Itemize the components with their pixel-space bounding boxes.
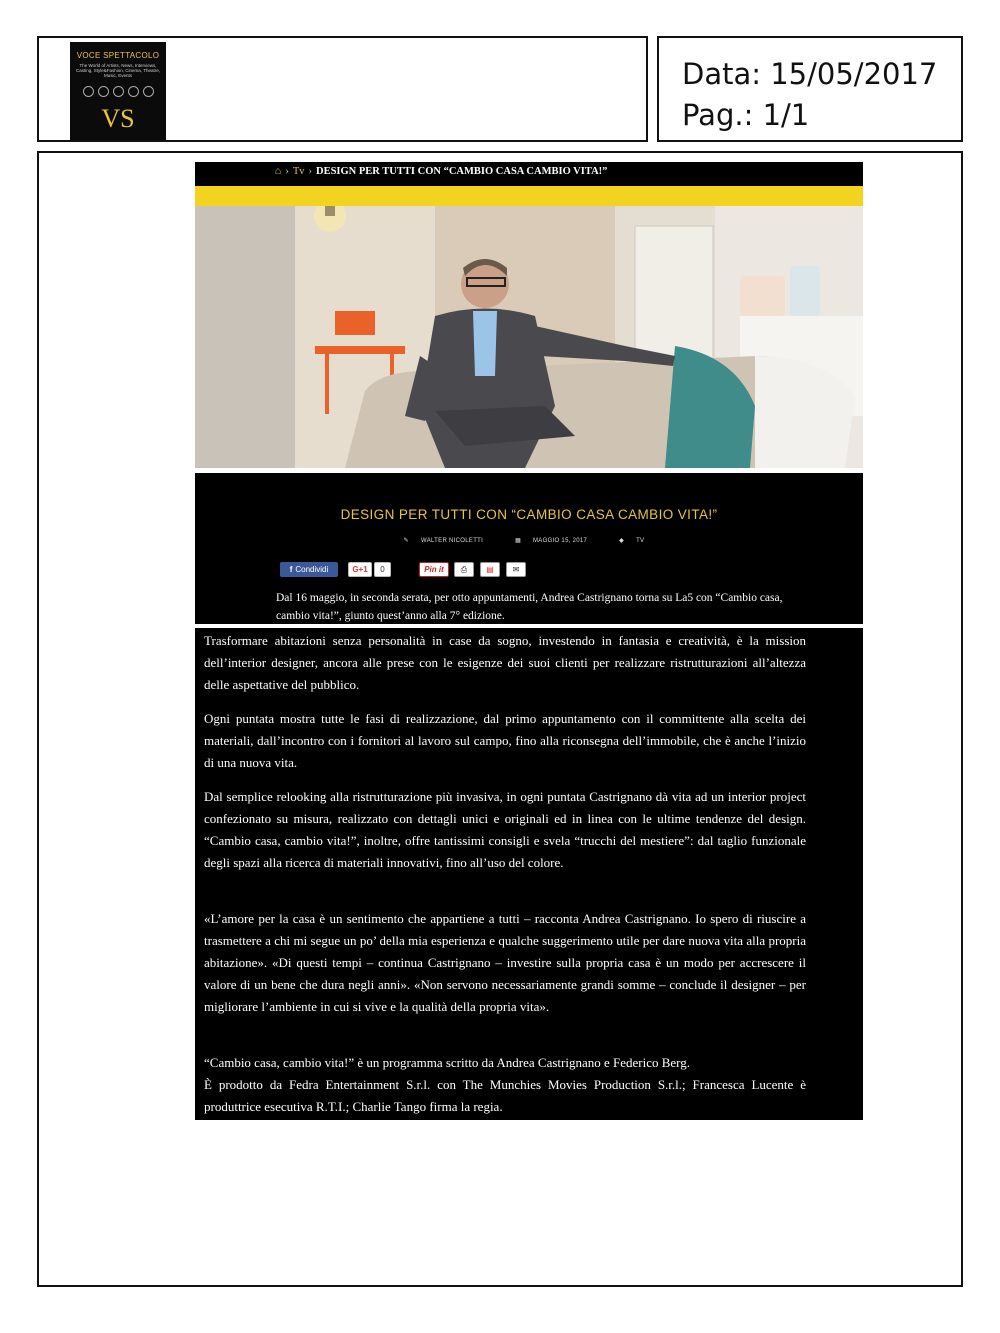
facebook-icon: f — [289, 565, 293, 574]
date-box — [657, 36, 963, 142]
paragraph: Trasformare abitazioni senza personalità in case da sogno, investendo in fantasia e creatività, è la mission dell’interior designer, ancora alle prese con le esigenze dei suoi clienti per realizzare ristrutturazioni all’altezza delle aspettative del pubblico. — [204, 633, 806, 692]
breadcrumb-section[interactable]: Tv — [292, 166, 305, 177]
article-header — [195, 473, 863, 624]
byline — [195, 537, 863, 544]
category[interactable]: ◆ TV — [619, 538, 645, 544]
pdf-icon[interactable]: ▤ — [480, 562, 500, 577]
paragraph: «L’amore per la casa è un sentimento che appartiene a tutti – racconta Andrea Castrignano. Io spero di riuscire a trasmettere a chi mi segue un po’ della mia esperienza e qualche suggerimento utile per dare nuova vita alla propria abitazione». «Di questi tempi – continua Castrignano – investire sulla propria casa è un modo per accrescere il valore di un bene che dura negli anni». «Non servono necessariamente grandi somme – conclude il designer – per migliorare l’ambiente in cui si vive e la qualità della propria vita». — [204, 911, 806, 1014]
linkedin-icon[interactable] — [143, 86, 154, 97]
accent-stripe — [195, 186, 863, 206]
gplus-button[interactable]: G+1 — [348, 562, 372, 577]
hero-photo — [195, 206, 863, 468]
home-icon[interactable]: ⌂ — [275, 166, 282, 177]
print-icon[interactable]: ⎙ — [454, 562, 474, 577]
interior-photo-illustration — [195, 206, 863, 468]
logo-tagline: The World of Artists, News, Interviews, Casting, Style&Fashion, Cinema, Theatre, Music, Events — [76, 63, 160, 78]
date: ▦ MAGGIO 15, 2017 — [515, 538, 588, 544]
gplus-count: 0 — [374, 562, 391, 577]
email-icon[interactable]: ✉ — [506, 562, 526, 577]
facebook-icon[interactable] — [83, 86, 94, 97]
twitter-icon[interactable] — [98, 86, 109, 97]
social-icons — [70, 86, 166, 97]
breadcrumb: ⌂ › Tv › DESIGN PER TUTTI CON “CAMBIO CASA CAMBIO VITA!” — [275, 166, 608, 177]
article-headline: DESIGN PER TUTTI CON “CAMBIO CASA CAMBIO VITA!” — [340, 507, 718, 522]
instagram-icon[interactable] — [113, 86, 124, 97]
pinterest-button[interactable]: Pin it — [419, 562, 449, 577]
paragraph: Ogni puntata mostra tutte le fasi di realizzazione, dal primo appuntamento con il committente alla scelta dei materiali, dall’incontro con i fornitori al lavoro sul campo, fino alla riconsegna dell’immobile, che è anche l’inizio di una nuova vita. — [204, 711, 806, 770]
logo-box — [37, 36, 648, 142]
youtube-icon[interactable] — [128, 86, 139, 97]
breadcrumb-current: DESIGN PER TUTTI CON “CAMBIO CASA CAMBIO VITA!” — [315, 166, 608, 177]
page-number: Pag.: 1/1 — [682, 98, 810, 132]
article-lead: Dal 16 maggio, in seconda serata, per otto appuntamenti, Andrea Castrignano torna su La5 con “Cambio casa, cambio vita!”, giunto quest’anno alla 7° edizione. — [276, 592, 783, 622]
paragraph: “Cambio casa, cambio vita!” è un programma scritto da Andrea Castrignano e Federico Berg. È prodotto da Fedra Entertainment S.r.l. con The Munchies Movies Production S.r.l.; Francesca Lucente è produttrice esecutiva R.T.I.; Charlie Tango firma la regia. — [204, 1055, 806, 1114]
logo-title: VOCE SPETTACOLO — [76, 51, 160, 60]
facebook-share-button[interactable] — [280, 562, 338, 577]
facebook-share-label: Condividi — [295, 565, 329, 574]
breadcrumb-bar — [195, 162, 863, 186]
voce-spettacolo-logo[interactable] — [70, 42, 166, 140]
publication-date: Data: 15/05/2017 — [682, 57, 938, 91]
article-body — [195, 628, 863, 1120]
author[interactable]: ✎ WALTER NICOLETTI — [403, 538, 484, 544]
logo-monogram: VS — [101, 104, 135, 133]
paragraph: Dal semplice relooking alla ristrutturazione più invasiva, in ogni puntata Castrignano dà vita ad un interior project confezionato su misura, realizzato con dettagli unici e originali ed in linea con le ultime tendenze del design. “Cambio casa, cambio vita!”, inoltre, offre tantissimi consigli e svela “trucchi del mestiere”: dal taglio funzionale degli spazi alla ricerca di materiali innovativi, fino all’uso del colore. — [204, 789, 806, 870]
